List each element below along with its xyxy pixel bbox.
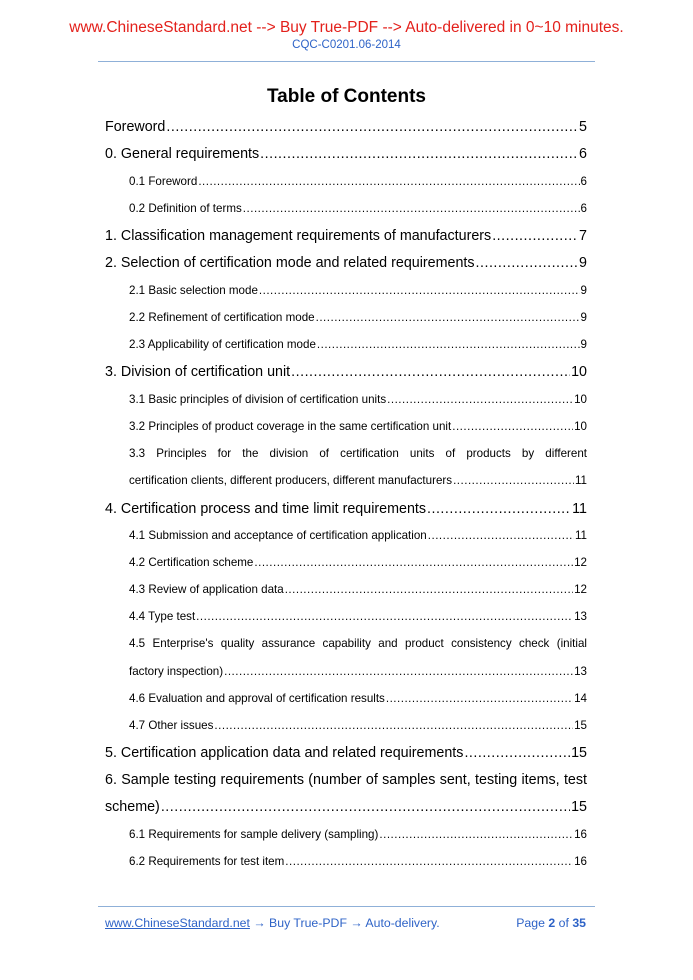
toc-entry-label: 6.1 Requirements for sample delivery (sampling) — [129, 828, 379, 841]
toc-entry-foreword[interactable] — [105, 119, 587, 135]
toc-entry-3-3[interactable] — [129, 474, 587, 487]
toc-entry-label: 3. Division of certification unit — [105, 364, 291, 380]
toc-entry-label: 2. Selection of certification mode and related requirements — [105, 255, 475, 271]
toc-entry-page: 6 — [580, 175, 587, 188]
toc-entry-label: 4.6 Evaluation and approval of certification results — [129, 692, 385, 705]
toc-entry-section-6[interactable] — [105, 799, 587, 815]
toc-entry-2-2[interactable] — [129, 311, 587, 324]
toc-entry-page: 16 — [574, 855, 587, 868]
toc-entry-label: scheme) — [105, 799, 160, 815]
toc-entry-page: 10 — [571, 364, 587, 380]
toc-entry-4-2[interactable] — [129, 556, 587, 569]
toc-entry-label: 0. General requirements — [105, 146, 260, 162]
toc-entry-page: 15 — [574, 719, 587, 732]
toc-entry-4-5[interactable] — [129, 665, 587, 678]
toc-entry-4-1[interactable] — [129, 529, 587, 542]
toc-entry-0-2[interactable] — [129, 202, 587, 215]
footer-link-text: → Buy True-PDF → Auto-delivery. — [249, 916, 440, 930]
toc-entry-0-1[interactable] — [129, 175, 587, 188]
footer-link[interactable] — [105, 916, 440, 930]
page-title: Table of Contents — [266, 86, 427, 107]
toc-entry-page: 12 — [574, 583, 587, 596]
toc-entry-page: 6 — [579, 146, 587, 162]
toc-entry-section-0[interactable] — [105, 146, 587, 162]
toc-entry-label: 4.2 Certification scheme — [129, 556, 254, 569]
document-code: CQC-C0201.06-2014 — [292, 39, 401, 51]
toc-entry-page: 9 — [580, 311, 587, 324]
toc-entry-label: 1. Classification management requirements of manufacturers — [105, 228, 492, 244]
toc-entry-page: 11 — [572, 501, 587, 517]
toc-entry-page: 15 — [571, 745, 587, 761]
current-page: 2 — [548, 916, 556, 930]
toc-entry-label: 2.3 Applicability of certification mode — [129, 338, 316, 351]
toc-entry-section-6-line1[interactable]: 6. Sample testing requirements (number of samples sent, testing items, test — [105, 772, 587, 788]
toc-entry-page: 9 — [580, 284, 587, 297]
toc-entry-page: 15 — [571, 799, 587, 815]
header-divider — [98, 61, 595, 62]
toc-entry-page: 11 — [574, 529, 587, 542]
toc-entry-label: 2.2 Refinement of certification mode — [129, 311, 315, 324]
toc-entry-label: 4.1 Submission and acceptance of certification application — [129, 529, 427, 542]
toc-entry-3-1[interactable] — [129, 393, 587, 406]
toc-entry-page: 7 — [579, 228, 587, 244]
toc-entry-label: factory inspection) — [129, 665, 224, 678]
toc-entry-4-6[interactable] — [129, 692, 587, 705]
toc-entry-4-5-line1[interactable]: 4.5 Enterprise's quality assurance capability and product consistency check (initial — [129, 637, 587, 650]
toc-entry-label: 3.1 Basic principles of division of certification units — [129, 393, 387, 406]
toc-entry-page: 5 — [579, 119, 587, 135]
toc-entry-3-2[interactable] — [129, 420, 587, 433]
toc-entry-2-3[interactable] — [129, 338, 587, 351]
toc-entry-4-7[interactable] — [129, 719, 587, 732]
toc-entry-6-1[interactable] — [129, 828, 587, 841]
toc-entry-label: 4.3 Review of application data — [129, 583, 284, 596]
toc-entry-4-4[interactable] — [129, 610, 587, 623]
toc-entry-section-4[interactable] — [105, 501, 587, 517]
toc-entry-label: 4. Certification process and time limit requirements — [105, 501, 427, 517]
toc-entry-3-3-line1[interactable]: 3.3 Principles for the division of certification units of products by different — [129, 447, 587, 460]
toc-entry-page: 9 — [580, 338, 587, 351]
toc-entry-page: 6 — [580, 202, 587, 215]
total-pages: 35 — [572, 916, 586, 930]
toc-entry-page: 13 — [574, 610, 587, 623]
toc-entry-2-1[interactable] — [129, 284, 587, 297]
toc-entry-page: 12 — [574, 556, 587, 569]
toc-entry-6-2[interactable] — [129, 855, 587, 868]
footer-divider — [98, 906, 595, 907]
toc-entry-section-1[interactable] — [105, 228, 587, 244]
toc-entry-label: 2.1 Basic selection mode — [129, 284, 258, 297]
toc-entry-label: 0.2 Definition of terms — [129, 202, 242, 215]
toc-entry-page: 14 — [574, 692, 587, 705]
toc-entry-label: 0.1 Foreword — [129, 175, 198, 188]
toc-entry-4-3[interactable] — [129, 583, 587, 596]
footer-site-link[interactable]: www.ChineseStandard.net — [105, 916, 250, 930]
toc-entry-label: 4.7 Other issues — [129, 719, 214, 732]
toc-entry-page: 10 — [574, 393, 587, 406]
toc-entry-page: 9 — [579, 255, 587, 271]
toc-entry-page: 11 — [574, 474, 587, 487]
toc-entry-page: 10 — [574, 420, 587, 433]
toc-entry-label: Foreword — [105, 119, 166, 135]
toc-entry-section-2[interactable] — [105, 255, 587, 271]
toc-entry-label: 4.4 Type test — [129, 610, 196, 623]
toc-entry-label: 6.2 Requirements for test item — [129, 855, 285, 868]
toc-entry-section-5[interactable] — [105, 745, 587, 761]
toc-entry-page: 16 — [574, 828, 587, 841]
toc-entry-section-3[interactable] — [105, 364, 587, 380]
toc-entry-page: 13 — [574, 665, 587, 678]
toc-entry-label: 5. Certification application data and related requirements — [105, 745, 464, 761]
toc-entry-label: certification clients, different producers, different manufacturers — [129, 474, 453, 487]
toc-entry-label: 3.2 Principles of product coverage in the same certification unit — [129, 420, 452, 433]
top-banner-link[interactable]: www.ChineseStandard.net --> Buy True-PDF --> Auto-delivered in 0~10 minutes. — [69, 19, 624, 36]
page-number: Page 2 of 35 — [516, 916, 586, 930]
